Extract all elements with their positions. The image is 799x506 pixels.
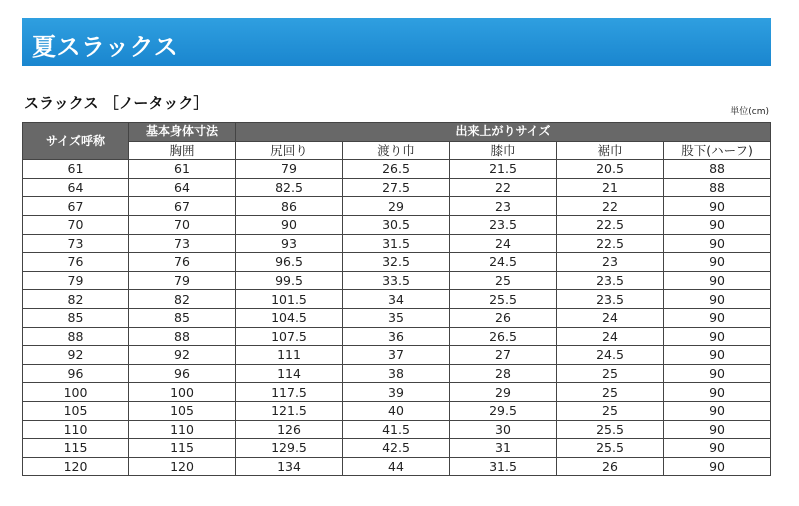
table-row: [23, 457, 771, 476]
column-header: 胸囲: [129, 141, 236, 160]
table-cell: 61: [129, 160, 236, 179]
table-cell: 90: [664, 253, 771, 272]
column-header: 膝巾: [450, 141, 557, 160]
size-name-cell: 79: [23, 271, 129, 290]
table-cell: 38: [343, 364, 450, 383]
table-row: [23, 346, 771, 365]
table-row: [23, 178, 771, 197]
table-cell: 26.5: [450, 327, 557, 346]
size-table: [22, 122, 771, 476]
table-cell: 22.5: [557, 234, 664, 253]
size-name-cell: 76: [23, 253, 129, 272]
table-cell: 21: [557, 178, 664, 197]
table-cell: 28: [450, 364, 557, 383]
table-cell: 40: [343, 401, 450, 420]
unit-label: 単位(cm): [730, 107, 769, 117]
table-cell: 121.5: [236, 401, 343, 420]
table-cell: 25: [557, 364, 664, 383]
table-cell: 126: [236, 420, 343, 439]
table-cell: 79: [129, 271, 236, 290]
table-cell: 31.5: [450, 457, 557, 476]
table-cell: 22: [450, 178, 557, 197]
body-size-header: 基本身体寸法: [129, 123, 236, 142]
table-cell: 90: [664, 215, 771, 234]
table-cell: 23.5: [557, 290, 664, 309]
table-cell: 25.5: [557, 439, 664, 458]
table-cell: 90: [664, 457, 771, 476]
table-cell: 37: [343, 346, 450, 365]
table-cell: 111: [236, 346, 343, 365]
size-name-cell: 92: [23, 346, 129, 365]
table-cell: 32.5: [343, 253, 450, 272]
column-header: 裾巾: [557, 141, 664, 160]
table-cell: 104.5: [236, 308, 343, 327]
table-cell: 26: [557, 457, 664, 476]
table-cell: 117.5: [236, 383, 343, 402]
column-header: 渡り巾: [343, 141, 450, 160]
table-row: [23, 327, 771, 346]
table-cell: 25.5: [450, 290, 557, 309]
table-cell: 90: [664, 383, 771, 402]
table-cell: 24: [557, 308, 664, 327]
table-cell: 25.5: [557, 420, 664, 439]
table-cell: 64: [129, 178, 236, 197]
table-cell: 22.5: [557, 215, 664, 234]
table-cell: 73: [129, 234, 236, 253]
table-cell: 90: [236, 215, 343, 234]
table-row: [23, 197, 771, 216]
table-row: [23, 439, 771, 458]
table-cell: 134: [236, 457, 343, 476]
table-cell: 31.5: [343, 234, 450, 253]
size-name-cell: 100: [23, 383, 129, 402]
table-cell: 30.5: [343, 215, 450, 234]
table-cell: 35: [343, 308, 450, 327]
table-cell: 92: [129, 346, 236, 365]
table-cell: 27: [450, 346, 557, 365]
size-name-cell: 67: [23, 197, 129, 216]
table-cell: 76: [129, 253, 236, 272]
table-cell: 25: [557, 401, 664, 420]
size-name-cell: 96: [23, 364, 129, 383]
table-row: [23, 234, 771, 253]
table-cell: 23.5: [450, 215, 557, 234]
table-cell: 88: [664, 178, 771, 197]
table-cell: 96.5: [236, 253, 343, 272]
column-header: 尻回り: [236, 141, 343, 160]
table-cell: 88: [664, 160, 771, 179]
table-cell: 99.5: [236, 271, 343, 290]
table-cell: 85: [129, 308, 236, 327]
table-cell: 24.5: [557, 346, 664, 365]
section-subtitle: スラックス ［ノータック］: [24, 94, 209, 112]
table-row: [23, 308, 771, 327]
table-cell: 29.5: [450, 401, 557, 420]
table-cell: 90: [664, 308, 771, 327]
table-cell: 30: [450, 420, 557, 439]
table-cell: 25: [557, 383, 664, 402]
table-cell: 105: [129, 401, 236, 420]
table-cell: 86: [236, 197, 343, 216]
table-cell: 29: [450, 383, 557, 402]
table-cell: 90: [664, 197, 771, 216]
table-cell: 100: [129, 383, 236, 402]
table-cell: 67: [129, 197, 236, 216]
table-cell: 42.5: [343, 439, 450, 458]
table-cell: 79: [236, 160, 343, 179]
table-cell: 26: [450, 308, 557, 327]
table-cell: 21.5: [450, 160, 557, 179]
table-cell: 90: [664, 327, 771, 346]
table-cell: 82: [129, 290, 236, 309]
table-cell: 26.5: [343, 160, 450, 179]
table-cell: 41.5: [343, 420, 450, 439]
table-cell: 36: [343, 327, 450, 346]
table-cell: 24: [450, 234, 557, 253]
table-cell: 120: [129, 457, 236, 476]
size-name-cell: 61: [23, 160, 129, 179]
size-name-header: サイズ呼称: [23, 123, 129, 160]
size-name-cell: 115: [23, 439, 129, 458]
table-cell: 93: [236, 234, 343, 253]
table-row: [23, 383, 771, 402]
title-banner: [22, 18, 771, 66]
table-cell: 90: [664, 401, 771, 420]
table-cell: 107.5: [236, 327, 343, 346]
table-cell: 115: [129, 439, 236, 458]
table-row: [23, 420, 771, 439]
table-cell: 90: [664, 290, 771, 309]
size-name-cell: 64: [23, 178, 129, 197]
table-row: [23, 160, 771, 179]
table-cell: 27.5: [343, 178, 450, 197]
table-cell: 110: [129, 420, 236, 439]
size-name-cell: 110: [23, 420, 129, 439]
table-cell: 31: [450, 439, 557, 458]
size-name-cell: 73: [23, 234, 129, 253]
table-cell: 90: [664, 420, 771, 439]
table-cell: 90: [664, 346, 771, 365]
table-cell: 29: [343, 197, 450, 216]
table-cell: 24.5: [450, 253, 557, 272]
table-cell: 90: [664, 271, 771, 290]
table-cell: 33.5: [343, 271, 450, 290]
table-cell: 82.5: [236, 178, 343, 197]
table-row: [23, 364, 771, 383]
table-cell: 23: [450, 197, 557, 216]
table-cell: 22: [557, 197, 664, 216]
table-cell: 23: [557, 253, 664, 272]
finished-size-header: 出来上がりサイズ: [236, 123, 771, 142]
size-name-cell: 120: [23, 457, 129, 476]
table-row: [23, 215, 771, 234]
table-row: [23, 271, 771, 290]
table-cell: 34: [343, 290, 450, 309]
size-name-cell: 85: [23, 308, 129, 327]
table-cell: 96: [129, 364, 236, 383]
table-cell: 90: [664, 234, 771, 253]
size-name-cell: 88: [23, 327, 129, 346]
table-cell: 44: [343, 457, 450, 476]
table-row: [23, 253, 771, 272]
table-cell: 129.5: [236, 439, 343, 458]
table-cell: 70: [129, 215, 236, 234]
table-cell: 90: [664, 364, 771, 383]
table-body: [23, 160, 771, 476]
page-title: 夏スラックス: [32, 33, 179, 61]
table-cell: 101.5: [236, 290, 343, 309]
table-cell: 39: [343, 383, 450, 402]
column-header: 股下(ハーフ): [664, 141, 771, 160]
table-cell: 25: [450, 271, 557, 290]
size-name-cell: 82: [23, 290, 129, 309]
size-name-cell: 70: [23, 215, 129, 234]
size-name-cell: 105: [23, 401, 129, 420]
table-cell: 88: [129, 327, 236, 346]
table-cell: 20.5: [557, 160, 664, 179]
table-cell: 23.5: [557, 271, 664, 290]
table-cell: 114: [236, 364, 343, 383]
table-cell: 90: [664, 439, 771, 458]
table-row: [23, 290, 771, 309]
table-row: [23, 401, 771, 420]
table-cell: 24: [557, 327, 664, 346]
